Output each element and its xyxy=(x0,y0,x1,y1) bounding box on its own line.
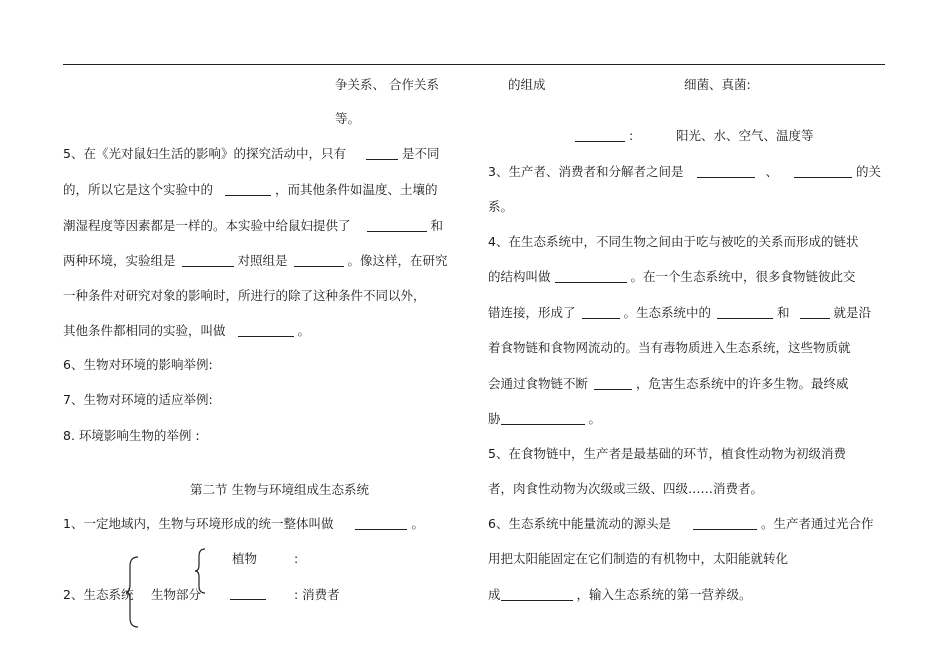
q5-line3: 潮湿程度等因素都是一样的。本实验中给鼠妇提供了 和 xyxy=(63,218,444,233)
r-q4-line5: 会通过食物链不断 ，危害生态系统中的许多生物。最终威 xyxy=(488,376,849,391)
r-q3-line1: 3、生产者、消费者和分解者之间是 、 的关 xyxy=(488,164,881,179)
r-q4-line2: 的结构叫做 。在一个生态系统中，很多食物链彼此交 xyxy=(488,269,856,284)
r-q4-line4: 着食物链和食物网流动的。当有毒物质进入生态系统，这些物质就 xyxy=(488,340,851,355)
r-q6-line2: 用把太阳能固定在它们制造的有机物中，太阳能就转化 xyxy=(488,551,789,566)
r-q4-line6: 胁 。 xyxy=(488,411,602,426)
table-cell-bacteria: 细菌、真菌: xyxy=(684,77,751,92)
table-cell-factors: 阳光、水、空气、温度等 xyxy=(676,128,814,143)
blank-field[interactable] xyxy=(367,219,427,232)
plant-label: 植物 xyxy=(232,551,258,566)
q6-line: 6、生物对环境的影响举例: xyxy=(63,357,213,372)
q5-line4: 两种环境，实验组是 对照组是 。像这样，在研究 xyxy=(63,253,448,268)
blank-field[interactable] xyxy=(355,517,407,530)
header-rule xyxy=(63,64,885,65)
table-cell-etc: 等。 xyxy=(335,111,361,126)
r-q6-line1: 6、生态系统中能量流动的源头是 。生产者通过光合作 xyxy=(488,516,874,531)
blank-field[interactable] xyxy=(693,517,757,530)
table-cell-nonliving: : xyxy=(575,128,633,144)
q7-line: 7、生物对环境的适应举例: xyxy=(63,392,213,407)
r-q3-line2: 系。 xyxy=(488,199,514,214)
blank-field[interactable] xyxy=(294,254,344,267)
blank-field[interactable] xyxy=(501,588,573,601)
blank-field[interactable] xyxy=(501,412,585,425)
q5-line2: 的，所以它是这个实验中的 ，而其他条件如温度、土壤的 xyxy=(63,182,438,197)
blank-field[interactable] xyxy=(582,306,620,319)
r-q5-line2: 者，肉食性动物为次级或三级、四级……消费者。 xyxy=(488,481,764,496)
blank-field[interactable] xyxy=(800,306,830,319)
bio-part-label: 生物部分 xyxy=(151,587,202,602)
blank-field[interactable] xyxy=(555,270,627,283)
r-q6-line3: 成 ，输入生态系统的第一营养级。 xyxy=(488,587,752,602)
blank-field[interactable] xyxy=(594,377,632,390)
table-cell-composition: 的组成 xyxy=(508,77,546,92)
blank-field[interactable] xyxy=(697,165,755,178)
blank-field[interactable] xyxy=(225,183,271,196)
r-q5-line1: 5、在食物链中，生产者是最基础的环节，植食性动物为初级消费 xyxy=(488,446,846,461)
section-title: 第二节 生物与环境组成生态系统 xyxy=(190,482,369,497)
blank-field[interactable] xyxy=(366,147,398,160)
blank-field[interactable] xyxy=(717,306,773,319)
q5-line5: 一种条件对研究对象的影响时，所进行的除了这种条件不同以外， xyxy=(63,288,426,303)
blank-field[interactable] xyxy=(794,165,852,178)
blank-field[interactable] xyxy=(182,254,234,267)
consumer-label: : 消费者 xyxy=(294,587,340,602)
q5-line6: 其他条件都相同的实验，叫做 。 xyxy=(63,323,311,338)
ecosystem-label: 2、生态系统 xyxy=(63,587,134,602)
table-cell-relations: 争关系、 合作关系 xyxy=(335,77,439,92)
blank-field[interactable] xyxy=(230,587,266,600)
s1-line: 1、一定地域内，生物与环境形成的统一整体叫做 。 xyxy=(63,516,424,531)
q8-line: 8. 环境影响生物的举例 : xyxy=(63,428,200,443)
q5-line1: 5、在《光对鼠妇生活的影响》的探究活动中，只有 是不同 xyxy=(63,146,440,161)
r-q4-line3: 错连接，形成了 。生态系统中的 和 就是沿 xyxy=(488,305,872,320)
blank-field[interactable] xyxy=(238,324,294,337)
blank-field[interactable] xyxy=(575,129,625,142)
r-q4-line1: 4、在生态系统中，不同生物之间由于吃与被吃的关系而形成的链状 xyxy=(488,234,859,249)
plant-colon: : xyxy=(294,551,299,566)
